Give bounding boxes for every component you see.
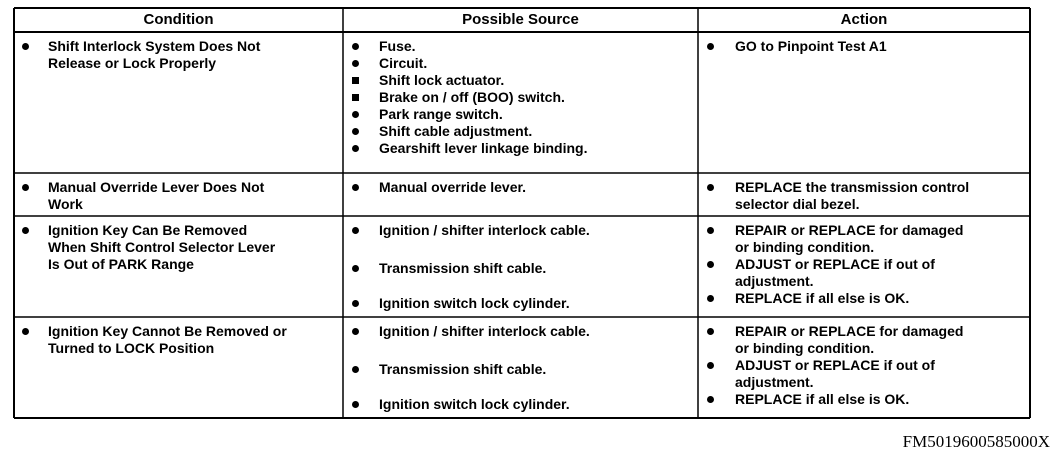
source-text: Circuit. [379, 55, 428, 71]
square-bullet-icon [352, 77, 359, 84]
source-text: Ignition / shifter interlock cable. [379, 222, 590, 238]
condition-text: Work [48, 196, 83, 212]
source-text: Fuse. [379, 38, 416, 54]
action-text: GO to Pinpoint Test A1 [735, 38, 887, 54]
bullet-icon [22, 328, 29, 335]
bullet-icon [707, 184, 714, 191]
condition-text: Is Out of PARK Range [48, 256, 194, 272]
action-text: REPLACE if all else is OK. [735, 391, 910, 407]
condition-text: Manual Override Lever Does Not [48, 179, 265, 195]
condition-text: Release or Lock Properly [48, 55, 217, 71]
action-text: or binding condition. [735, 239, 875, 255]
bullet-icon [352, 60, 359, 67]
figure-id: FM5019600585000X [902, 432, 1050, 451]
bullet-icon [707, 328, 714, 335]
bullet-icon [707, 295, 714, 302]
bullet-icon [352, 401, 359, 408]
bullet-icon [22, 227, 29, 234]
condition-text: Turned to LOCK Position [48, 340, 215, 356]
source-text: Ignition / shifter interlock cable. [379, 323, 590, 339]
action-text: REPLACE if all else is OK. [735, 290, 910, 306]
action-text: REPLACE the transmission control [735, 179, 970, 195]
action-text: ADJUST or REPLACE if out of [735, 256, 935, 272]
bullet-icon [22, 43, 29, 50]
bullet-icon [352, 300, 359, 307]
source-text: Ignition switch lock cylinder. [379, 295, 570, 311]
action-text: REPAIR or REPLACE for damaged [735, 323, 964, 339]
source-text: Brake on / off (BOO) switch. [379, 89, 565, 105]
source-text: Shift cable adjustment. [379, 123, 533, 139]
bullet-icon [352, 227, 359, 234]
bullet-icon [707, 43, 714, 50]
bullet-icon [707, 227, 714, 234]
bullet-icon [22, 184, 29, 191]
source-text: Transmission shift cable. [379, 260, 547, 276]
condition-text: When Shift Control Selector Lever [48, 239, 276, 255]
header-condition: Condition [143, 11, 214, 28]
bullet-icon [352, 145, 359, 152]
action-text: REPAIR or REPLACE for damaged [735, 222, 964, 238]
bullet-icon [352, 43, 359, 50]
bullet-icon [352, 128, 359, 135]
bullet-icon [352, 265, 359, 272]
source-text: Shift lock actuator. [379, 72, 505, 88]
action-text: or binding condition. [735, 340, 875, 356]
condition-text: Ignition Key Cannot Be Removed or [48, 323, 287, 339]
source-text: Manual override lever. [379, 179, 527, 195]
condition-text: Ignition Key Can Be Removed [48, 222, 248, 238]
source-text: Gearshift lever linkage binding. [379, 140, 588, 156]
source-text: Park range switch. [379, 106, 503, 122]
source-text: Ignition switch lock cylinder. [379, 396, 570, 412]
square-bullet-icon [352, 94, 359, 101]
bullet-icon [707, 362, 714, 369]
condition-text: Shift Interlock System Does Not [48, 38, 261, 54]
bullet-icon [352, 328, 359, 335]
source-text: Transmission shift cable. [379, 361, 547, 377]
action-text: adjustment. [735, 374, 814, 390]
header-action: Action [840, 11, 888, 28]
action-text: ADJUST or REPLACE if out of [735, 357, 935, 373]
action-text: adjustment. [735, 273, 814, 289]
bullet-icon [707, 261, 714, 268]
bullet-icon [352, 366, 359, 373]
bullet-icon [352, 184, 359, 191]
bullet-icon [707, 396, 714, 403]
action-text: selector dial bezel. [735, 196, 860, 212]
bullet-icon [352, 111, 359, 118]
header-possible-source: Possible Source [462, 11, 579, 28]
